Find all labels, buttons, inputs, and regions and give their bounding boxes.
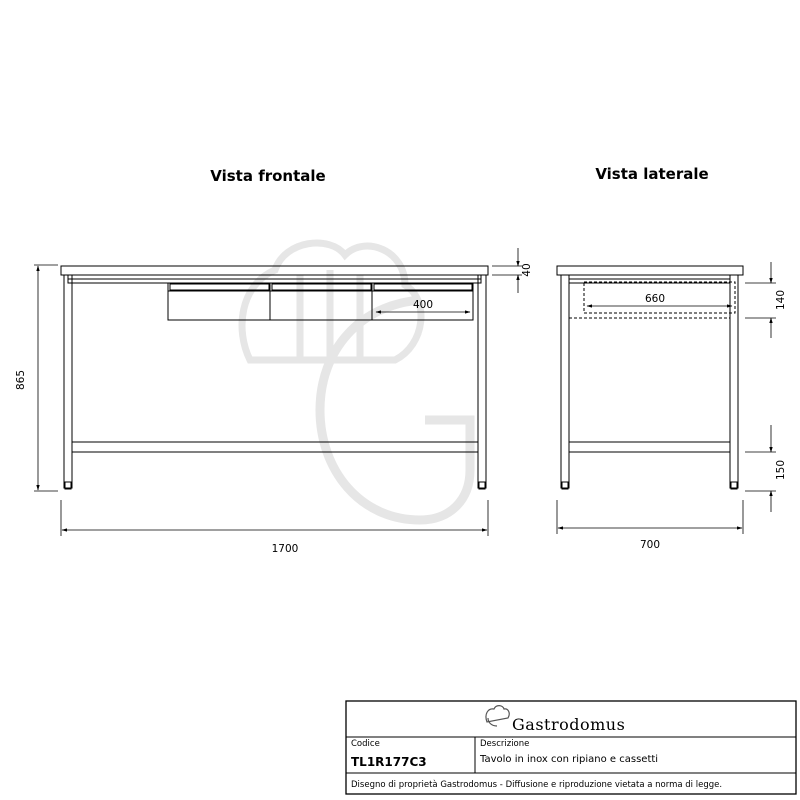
side-left-leg: [561, 275, 569, 488]
front-lower-shelf: [72, 442, 478, 452]
label-overall-height: 865: [15, 369, 27, 391]
dim-drawer-height: [745, 262, 776, 338]
side-right-leg: [730, 275, 738, 488]
description-label: Descrizione: [480, 739, 530, 749]
front-right-leg: [478, 275, 486, 488]
front-upper-rail: [68, 279, 481, 283]
code-value: TL1R177C3: [351, 755, 427, 769]
dim-top-thickness: [492, 248, 522, 293]
side-view-title: Vista laterale: [595, 165, 709, 183]
front-left-leg: [64, 275, 72, 488]
code-label: Codice: [351, 739, 380, 749]
side-lower-shelf: [569, 442, 730, 452]
description-value: Tavolo in inox con ripiano e cassetti: [480, 754, 659, 765]
gastrodomus-logo-icon: [486, 706, 509, 726]
brand-name: Gastrodomus: [512, 715, 626, 734]
label-overall-depth: 700: [639, 539, 661, 551]
dim-shelf-height: [745, 425, 776, 512]
label-top-thickness: 40: [521, 263, 533, 277]
dim-overall-height: [34, 265, 58, 491]
front-view-title: Vista frontale: [210, 167, 326, 185]
label-drawer-width: 400: [412, 299, 434, 311]
label-drawer-height: 140: [775, 289, 787, 311]
label-shelf-height: 150: [775, 459, 787, 481]
label-overall-width: 1700: [271, 543, 299, 555]
side-table-top: [557, 266, 743, 275]
label-drawer-depth: 660: [644, 293, 666, 305]
dim-overall-depth: [557, 500, 743, 534]
watermark-logo: [242, 243, 470, 520]
footer-notice: Disegno di proprietà Gastrodomus - Diffusione e riproduzione vietata a norma di legge.: [351, 780, 723, 790]
